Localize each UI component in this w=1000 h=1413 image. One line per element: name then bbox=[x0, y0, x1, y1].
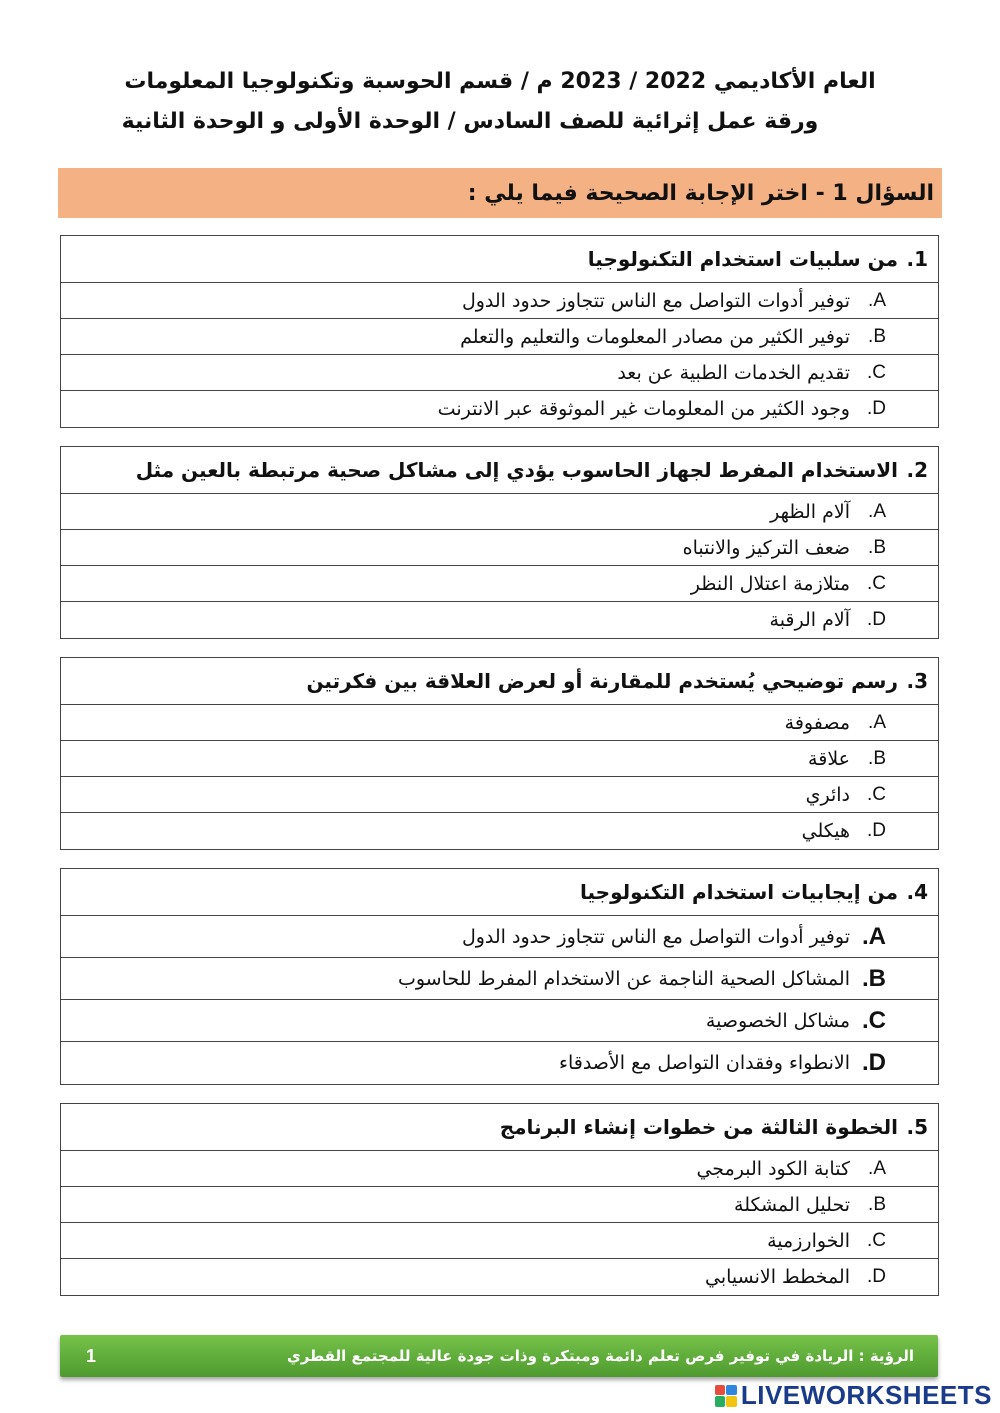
option-letter: B. bbox=[868, 1193, 886, 1215]
option-letter: A. bbox=[868, 711, 886, 733]
question-stem bbox=[61, 869, 938, 916]
option-text: الانطواء وفقدان التواصل مع الأصدقاء bbox=[559, 1052, 850, 1074]
option-text: آلام الظهر bbox=[770, 500, 850, 523]
option-b[interactable] bbox=[61, 1187, 938, 1223]
option-b[interactable] bbox=[61, 958, 938, 1000]
option-letter: D. bbox=[861, 1049, 886, 1076]
option-letter: C. bbox=[866, 572, 886, 594]
option-letter: B. bbox=[868, 325, 886, 347]
question-number: 2. bbox=[906, 458, 928, 482]
option-a[interactable] bbox=[61, 705, 938, 741]
option-a[interactable] bbox=[61, 1151, 938, 1187]
question-4 bbox=[60, 868, 939, 1085]
header-line-1: العام الأكاديمي 2022 / 2023 م / قسم الحوسبة وتكنولوجيا المعلومات bbox=[124, 69, 876, 94]
option-b[interactable] bbox=[61, 530, 938, 566]
option-d[interactable] bbox=[61, 813, 938, 849]
section-title-banner bbox=[58, 168, 942, 218]
option-text: تحليل المشكلة bbox=[734, 1193, 850, 1216]
option-text: مشاكل الخصوصية bbox=[705, 1009, 850, 1032]
question-stem bbox=[61, 236, 938, 283]
option-b[interactable] bbox=[61, 741, 938, 777]
option-letter: A. bbox=[861, 922, 886, 950]
option-c[interactable] bbox=[61, 1000, 938, 1042]
option-c[interactable] bbox=[61, 777, 938, 813]
brand-name: LIVEWORKSHEETS bbox=[740, 1380, 992, 1410]
option-a[interactable] bbox=[61, 916, 938, 958]
option-text: تقديم الخدمات الطبية عن بعد bbox=[617, 361, 850, 384]
option-a[interactable] bbox=[61, 494, 938, 530]
option-text: دائري bbox=[805, 783, 850, 806]
question-text: من إيجابيات استخدام التكنولوجيا bbox=[579, 880, 898, 904]
option-c[interactable] bbox=[61, 1223, 938, 1259]
option-text: مصفوفة bbox=[784, 711, 850, 734]
option-text: هيكلي bbox=[801, 820, 850, 842]
page-number: 1 bbox=[86, 1345, 97, 1366]
question-text: الخطوة الثالثة من خطوات إنشاء البرنامج bbox=[499, 1115, 898, 1139]
option-letter: A. bbox=[868, 289, 886, 311]
header-line-2: ورقة عمل إثرائية للصف السادس / الوحدة الأولى و الوحدة الثانية bbox=[121, 109, 819, 134]
option-a[interactable] bbox=[61, 283, 938, 319]
option-text: المشاكل الصحية الناجمة عن الاستخدام المفرط للحاسوب bbox=[397, 967, 850, 990]
option-letter: A. bbox=[868, 1157, 886, 1179]
option-text: علاقة bbox=[808, 747, 850, 770]
question-1 bbox=[60, 235, 939, 428]
worksheet-header bbox=[60, 62, 940, 142]
option-c[interactable] bbox=[61, 566, 938, 602]
question-text: رسم توضيحي يُستخدم للمقارنة أو لعرض العلاقة بين فكرتين bbox=[306, 669, 898, 693]
question-number: 1. bbox=[906, 247, 928, 271]
question-number: 5. bbox=[906, 1115, 928, 1139]
option-text: آلام الرقبة bbox=[769, 609, 850, 631]
option-text: توفير أدوات التواصل مع الناس تتجاوز حدود الدول bbox=[461, 925, 850, 948]
question-number: 4. bbox=[906, 880, 928, 904]
option-letter: D. bbox=[866, 820, 886, 841]
vision-statement: الرؤية : الريادة في توفير فرص تعلم دائمة ومبتكرة وذات جودة عالية للمجتمع القطري bbox=[286, 1347, 914, 1365]
option-letter: D. bbox=[866, 1266, 886, 1287]
question-stem bbox=[61, 447, 938, 494]
option-letter: C. bbox=[866, 1229, 886, 1251]
option-text: الخوارزمية bbox=[767, 1229, 850, 1252]
option-c[interactable] bbox=[61, 355, 938, 391]
option-text: توفير أدوات التواصل مع الناس تتجاوز حدود الدول bbox=[461, 289, 850, 312]
option-letter: B. bbox=[868, 747, 886, 769]
option-text: ضعف التركيز والانتباه bbox=[682, 536, 850, 559]
question-number: 3. bbox=[906, 669, 928, 693]
option-text: المخطط الانسيابي bbox=[705, 1266, 850, 1288]
liveworksheets-logo-icon bbox=[715, 1385, 737, 1407]
option-letter: C. bbox=[866, 783, 886, 805]
section-title: السؤال 1 - اختر الإجابة الصحيحة فيما يلي : bbox=[467, 180, 934, 206]
option-d[interactable] bbox=[61, 391, 938, 427]
option-letter: C. bbox=[861, 1006, 886, 1034]
option-letter: D. bbox=[866, 398, 886, 419]
option-text: متلازمة اعتلال النظر bbox=[690, 572, 850, 595]
option-text: وجود الكثير من المعلومات غير الموثوقة عبر الانترنت bbox=[437, 398, 850, 420]
option-letter: B. bbox=[861, 964, 886, 992]
option-b[interactable] bbox=[61, 319, 938, 355]
question-text: من سلبيات استخدام التكنولوجيا bbox=[587, 247, 898, 271]
question-stem bbox=[61, 1104, 938, 1151]
option-d[interactable] bbox=[61, 1259, 938, 1295]
liveworksheets-brand[interactable] bbox=[715, 1380, 992, 1411]
option-letter: A. bbox=[868, 500, 886, 522]
question-2 bbox=[60, 446, 939, 639]
option-letter: D. bbox=[866, 609, 886, 630]
question-3 bbox=[60, 657, 939, 850]
question-stem bbox=[61, 658, 938, 705]
option-letter: B. bbox=[868, 536, 886, 558]
question-text: الاستخدام المفرط لجهاز الحاسوب يؤدي إلى مشاكل صحية مرتبطة بالعين مثل bbox=[135, 458, 898, 482]
footer-bar bbox=[60, 1335, 938, 1377]
option-text: كتابة الكود البرمجي bbox=[696, 1157, 850, 1180]
option-text: توفير الكثير من مصادر المعلومات والتعليم والتعلم bbox=[460, 325, 850, 348]
question-5 bbox=[60, 1103, 939, 1296]
option-d[interactable] bbox=[61, 602, 938, 638]
option-d[interactable] bbox=[61, 1042, 938, 1084]
option-letter: C. bbox=[866, 361, 886, 383]
